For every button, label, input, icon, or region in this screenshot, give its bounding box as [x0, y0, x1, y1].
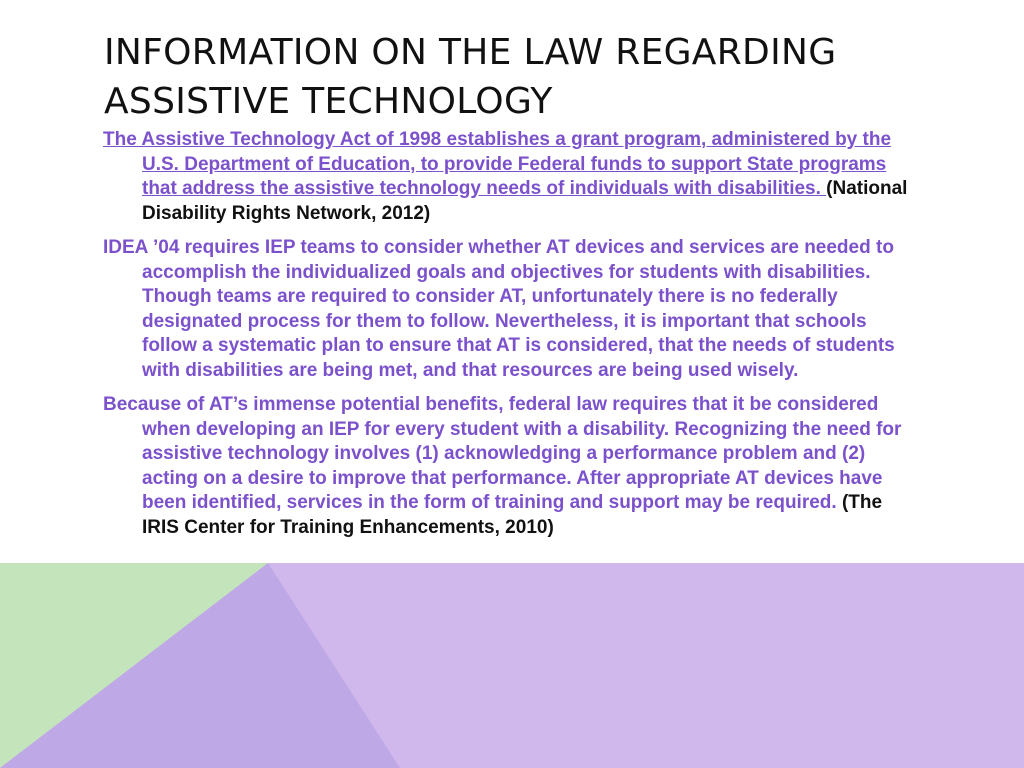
at-act-link[interactable]: The Assistive Technology Act of 1998 establishes a grant program, administered by the U.S. Department of Education, to provide Federal funds to support State programs that address the assistive technology needs of individuals with disabilities.: [103, 129, 892, 199]
slide-body: [103, 128, 923, 550]
paragraph-at-act: [103, 128, 923, 226]
citation-iris: (The IRIS Center for Training Enhancements, 2010): [142, 492, 883, 538]
citation-ndrn: (National Disability Rights Network, 2012): [142, 178, 908, 224]
paragraph-idea: IDEA ’04 requires IEP teams to consider whether AT devices and services are needed to accomplish the individualized goals and objectives for students with disabilities. Though teams are required to consider AT, unfortunately there is no federally designated process for them to follow. Nevertheless, it is important that schools follow a systematic plan to ensure that AT is considered, that the needs of students with disabilities are being met, and that resources are being used wisely.: [103, 237, 895, 381]
benefits-text: Because of AT’s immense potential benefits, federal law requires that it be considered when developing an IEP for every student with a disability. Recognizing the need for assistive technology involves (1) acknowledging a performance problem and (2) acting on a desire to improve that performance. After appropriate AT devices have been identified, services in the form of training and support may be required.: [103, 394, 902, 513]
paragraph-benefits: [103, 393, 923, 540]
slide-title: INFORMATION ON THE LAW REGARDING ASSISTIVE TECHNOLOGY: [104, 32, 837, 122]
